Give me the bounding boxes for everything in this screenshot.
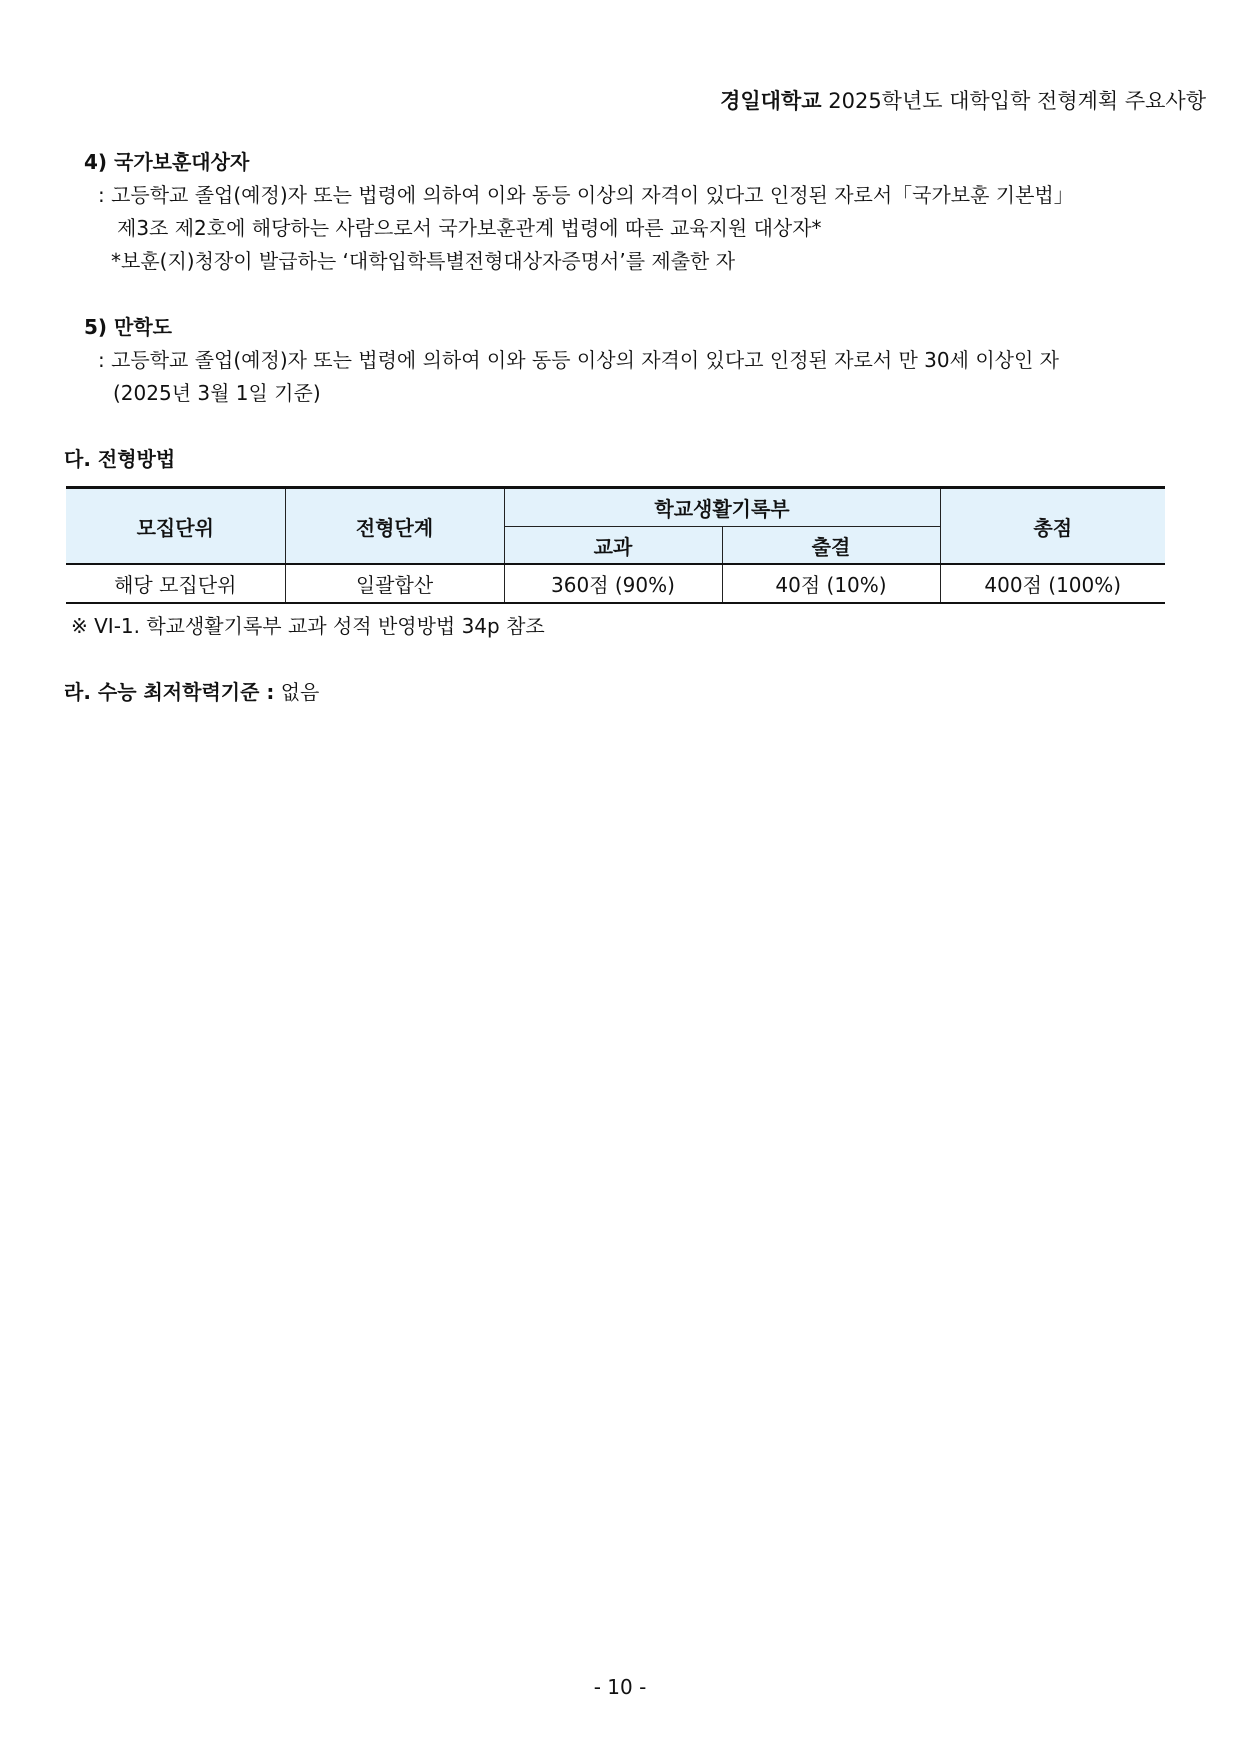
cell-recruitment-unit: 해당 모집단위	[66, 564, 285, 603]
cell-total-score: 400점 (100%)	[940, 564, 1165, 603]
header-school-record: 학교생활기록부	[504, 488, 940, 527]
section-5-line-1: : 고등학교 졸업(예정)자 또는 법령에 의하여 이와 동등 이상의 자격이 있다고 인정된 자로서 만 30세 이상인 자	[98, 348, 1059, 372]
section-5-line-2: (2025년 3월 1일 기준)	[113, 381, 321, 405]
section-4-line-2: 제3조 제2호에 해당하는 사람으로서 국가보훈관계 법령에 따른 교육지원 대상자*	[117, 216, 822, 240]
section-5-title: 5) 만학도	[84, 315, 172, 339]
header-attendance: 출결	[722, 527, 940, 565]
table-row	[66, 564, 1165, 603]
page-header	[720, 85, 1206, 115]
method-note: ※ VI-1. 학교생활기록부 교과 성적 반영방법 34p 참조	[71, 614, 545, 638]
method-title: 다. 전형방법	[64, 447, 176, 471]
page-number: - 10 -	[593, 1675, 647, 1699]
header-total-score: 총점	[940, 488, 1165, 565]
cell-selection-stage: 일괄합산	[285, 564, 504, 603]
cell-attendance-score: 40점 (10%)	[722, 564, 940, 603]
header-recruitment-unit: 모집단위	[66, 488, 285, 565]
csat-minimum	[64, 676, 319, 705]
university-name: 경일대학교	[720, 89, 822, 113]
section-4-title: 4) 국가보훈대상자	[84, 150, 250, 174]
cell-subject-score: 360점 (90%)	[504, 564, 722, 603]
header-selection-stage: 전형단계	[285, 488, 504, 565]
csat-value: 없음	[280, 680, 320, 704]
selection-method-table	[66, 486, 1165, 604]
section-4-note: *보훈(지)청장이 발급하는 ‘대학입학특별전형대상자증명서’를 제출한 자	[111, 249, 736, 273]
section-4-line-1: : 고등학교 졸업(예정)자 또는 법령에 의하여 이와 동등 이상의 자격이 있다고 인정된 자로서「국가보훈 기본법」	[98, 183, 1074, 207]
csat-title: 라. 수능 최저학력기준 :	[64, 680, 275, 704]
header-subject: 교과	[504, 527, 722, 565]
header-title: 2025학년도 대학입학 전형계획 주요사항	[828, 89, 1206, 113]
